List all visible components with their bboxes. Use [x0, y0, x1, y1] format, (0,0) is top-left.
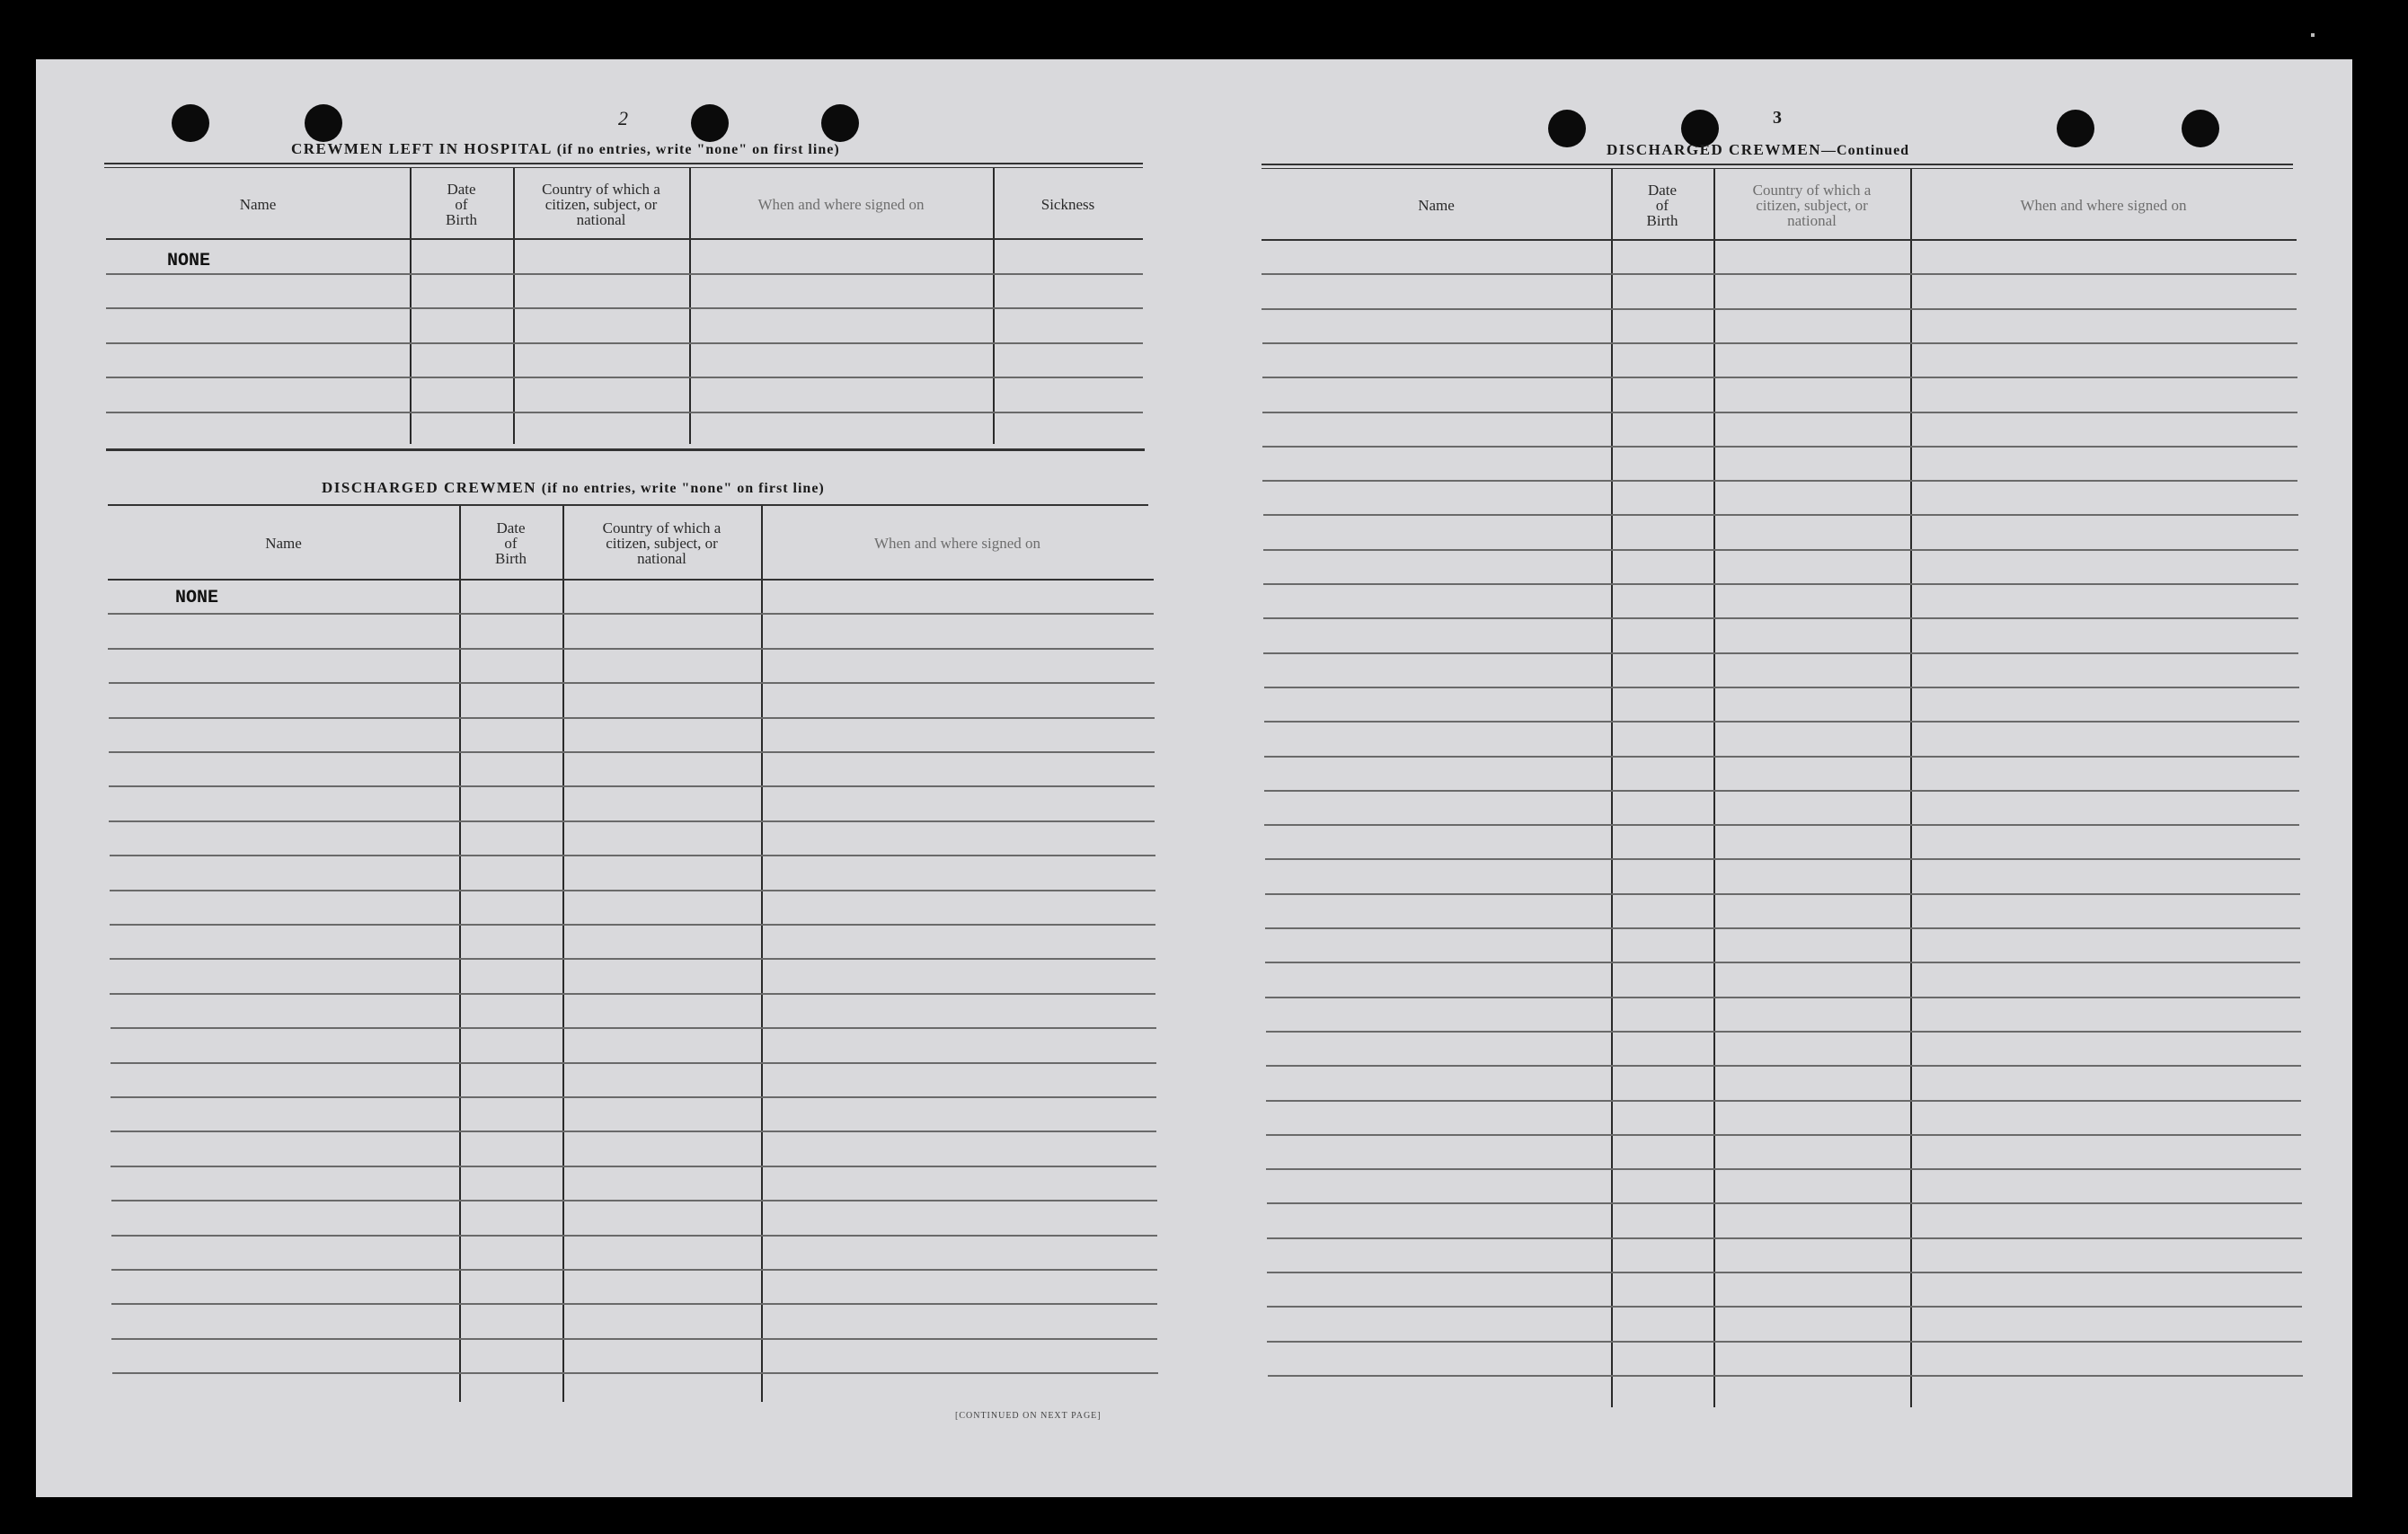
continued-title-suffix: —Continued [1821, 143, 1910, 158]
continued-row-line [1267, 1341, 2302, 1343]
hospital-column-divider [993, 168, 995, 444]
continued-row-line [1263, 549, 2298, 551]
continued-header-2: Country of which a citizen, subject, or national [1752, 181, 1872, 229]
continued-row-line [1262, 342, 2297, 344]
discharged-column-divider [761, 506, 763, 1402]
punch-hole-2 [305, 104, 342, 142]
discharged-row-line [108, 579, 1154, 581]
discharged-row-line [110, 890, 1155, 891]
hospital-header-0: Name [239, 195, 277, 213]
continued-footer: [CONTINUED ON NEXT PAGE] [955, 1411, 1102, 1421]
discharged-row-line [111, 1235, 1157, 1237]
continued-row-line [1264, 790, 2299, 792]
continued-row-line [1262, 412, 2297, 413]
continued-row-line [1265, 858, 2300, 860]
discharged-header-3: When and where signed on [873, 534, 1041, 552]
discharged-row-line [111, 1131, 1156, 1132]
continued-row-line [1263, 583, 2298, 585]
continued-row-line [1265, 997, 2300, 998]
continued-header-0: Name [1418, 196, 1455, 214]
hospital-header-2: Country of which a citizen, subject, or national [542, 180, 660, 228]
discharged-row-line [109, 820, 1155, 822]
discharged-top-rule [108, 504, 1148, 506]
continued-row-line [1262, 446, 2297, 448]
hospital-bottom-rule [106, 448, 1145, 451]
hospital-row-line [106, 412, 1143, 413]
hospital-section-title [291, 140, 840, 158]
punch-hole-5 [1548, 110, 1586, 147]
punch-hole-3 [691, 104, 729, 142]
right-top-rule [1262, 164, 2293, 165]
hospital-header-3: When and where signed on [757, 195, 925, 213]
continued-row-line [1262, 377, 2297, 378]
continued-row-line [1263, 652, 2298, 654]
continued-row-line [1267, 1272, 2302, 1273]
discharged-section-title [322, 479, 825, 497]
discharged-column-divider [459, 506, 461, 1402]
continued-row-line [1267, 1237, 2302, 1239]
continued-row-line [1266, 1134, 2301, 1136]
punch-hole-7 [2057, 110, 2094, 147]
discharged-row-line [111, 1027, 1156, 1029]
continued-row-line [1267, 1202, 2302, 1204]
hospital-title-text: CREWMEN LEFT IN HOSPITAL [291, 140, 552, 157]
hospital-top-rule [104, 163, 1143, 164]
discharged-row-line [111, 1303, 1157, 1305]
discharged-header-2: Country of which a citizen, subject, or national [602, 519, 722, 567]
punch-hole-4 [821, 104, 859, 142]
continued-column-divider [1910, 169, 1912, 1407]
continued-title-text: DISCHARGED CREWMEN [1607, 141, 1822, 158]
discharged-title-instruction: (if no entries, write "none" on first line) [541, 481, 825, 496]
continued-column-divider [1611, 169, 1613, 1407]
continued-row-line [1267, 1306, 2302, 1308]
discharged-row-line [112, 1372, 1158, 1374]
discharged-row-line [109, 682, 1155, 684]
discharged-row-line [111, 1269, 1157, 1271]
continued-column-divider [1713, 169, 1715, 1407]
continued-row-line [1264, 687, 2299, 688]
hospital-top-rule-2 [104, 167, 1143, 168]
discharged-row-line [111, 1062, 1156, 1064]
hospital-row-line [106, 273, 1143, 275]
continued-header-3: When and where signed on [2020, 196, 2187, 214]
continued-row-line [1266, 1168, 2301, 1170]
continued-row-line [1268, 1375, 2303, 1377]
punch-hole-1 [172, 104, 209, 142]
continued-row-line [1264, 756, 2299, 758]
continued-row-line [1262, 480, 2297, 482]
hospital-column-divider [689, 168, 691, 444]
discharged-row-line [109, 717, 1155, 719]
page-number-right: 3 [1773, 108, 1782, 128]
hospital-row-line [106, 238, 1143, 240]
discharged-row-line [109, 751, 1155, 753]
discharged-row-line [108, 648, 1154, 650]
discharged-row-line [109, 785, 1155, 787]
discharged-header-1: Date of Birth [495, 519, 527, 567]
continued-row-line [1266, 1031, 2301, 1033]
corner-speck [2311, 33, 2315, 37]
continued-row-line [1263, 617, 2298, 619]
discharged-row-line [110, 993, 1155, 995]
hospital-row-line [106, 307, 1143, 309]
right-top-rule-2 [1262, 168, 2293, 169]
hospital-entry-none: NONE [167, 251, 211, 271]
discharged-row-line [111, 1200, 1157, 1201]
discharged-row-line [111, 1338, 1157, 1340]
discharged-row-line [111, 1096, 1156, 1098]
discharged-header-0: Name [265, 534, 302, 552]
hospital-header-4: Sickness [1040, 195, 1095, 213]
continued-header-1: Date of Birth [1646, 181, 1678, 229]
discharged-column-divider [562, 506, 564, 1402]
continued-row-line [1262, 239, 2297, 241]
continued-section-title [1607, 141, 1909, 159]
hospital-title-instruction: (if no entries, write "none" on first line) [556, 142, 840, 157]
discharged-title-text: DISCHARGED CREWMEN [322, 479, 537, 496]
discharged-row-line [108, 613, 1154, 615]
continued-row-line [1265, 893, 2300, 895]
discharged-row-line [111, 1166, 1156, 1167]
discharged-row-line [110, 924, 1155, 926]
discharged-entry-none: NONE [175, 588, 219, 608]
continued-row-line [1266, 1100, 2301, 1102]
punch-hole-8 [2182, 110, 2219, 147]
hospital-header-1: Date of Birth [446, 180, 477, 228]
continued-row-line [1262, 273, 2297, 275]
hospital-row-line [106, 377, 1143, 378]
continued-row-line [1263, 514, 2298, 516]
continued-row-line [1264, 824, 2299, 826]
hospital-row-line [106, 342, 1143, 344]
hospital-column-divider [513, 168, 515, 444]
hospital-column-divider [410, 168, 412, 444]
page-number-left: 2 [618, 107, 628, 129]
continued-row-line [1264, 721, 2299, 723]
continued-row-line [1265, 962, 2300, 963]
discharged-row-line [110, 855, 1155, 856]
continued-row-line [1262, 308, 2297, 310]
continued-row-line [1266, 1065, 2301, 1067]
continued-row-line [1265, 927, 2300, 929]
discharged-row-line [110, 958, 1155, 960]
